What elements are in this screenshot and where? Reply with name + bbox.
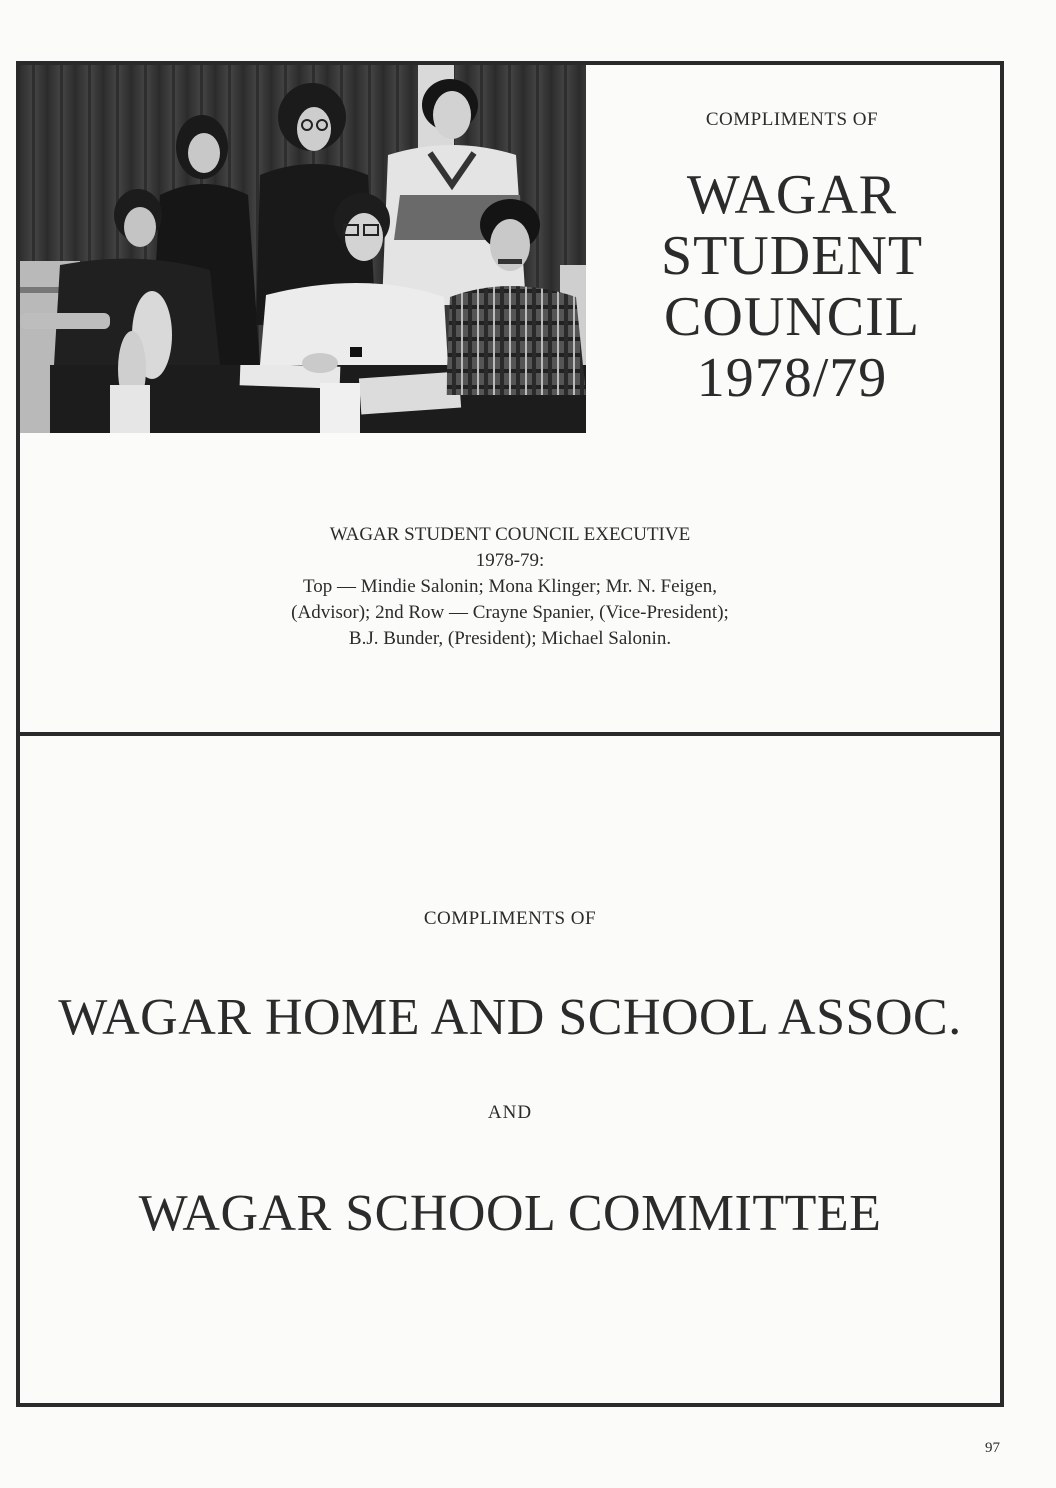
caption-line: 1978-79: <box>475 550 545 571</box>
compliments-of-label: COMPLIMENTS OF <box>423 908 597 929</box>
page-number: 97 <box>985 1440 1000 1456</box>
home-and-school-ad <box>16 732 1004 1407</box>
student-council-ad <box>16 61 1004 736</box>
heading-line: 1978/79 <box>696 347 888 409</box>
student-council-photo <box>20 65 586 433</box>
photo-caption <box>220 522 800 652</box>
photo-illustration <box>20 65 586 433</box>
heading-line: STUDENT <box>660 225 924 287</box>
caption-line: Top — Mindie Salonin; Mona Klinger; Mr. N. Feigen, <box>302 576 717 597</box>
caption-line: B.J. Bunder, (President); Michael Salonin. <box>348 628 672 649</box>
and-label: AND <box>487 1102 533 1123</box>
caption-line: WAGAR STUDENT COUNCIL EXECUTIVE <box>329 524 691 545</box>
caption-line: (Advisor); 2nd Row — Crayne Spanier, (Vice-President); <box>291 602 729 623</box>
home-and-school-heading: WAGAR HOME AND SCHOOL ASSOC. <box>58 989 962 1046</box>
heading-line: WAGAR <box>686 164 898 226</box>
heading-line: COUNCIL <box>664 286 920 348</box>
student-council-heading <box>592 165 992 409</box>
school-committee-heading: WAGAR SCHOOL COMMITTEE <box>138 1185 882 1242</box>
compliments-of-label: COMPLIMENTS OF <box>705 109 879 130</box>
